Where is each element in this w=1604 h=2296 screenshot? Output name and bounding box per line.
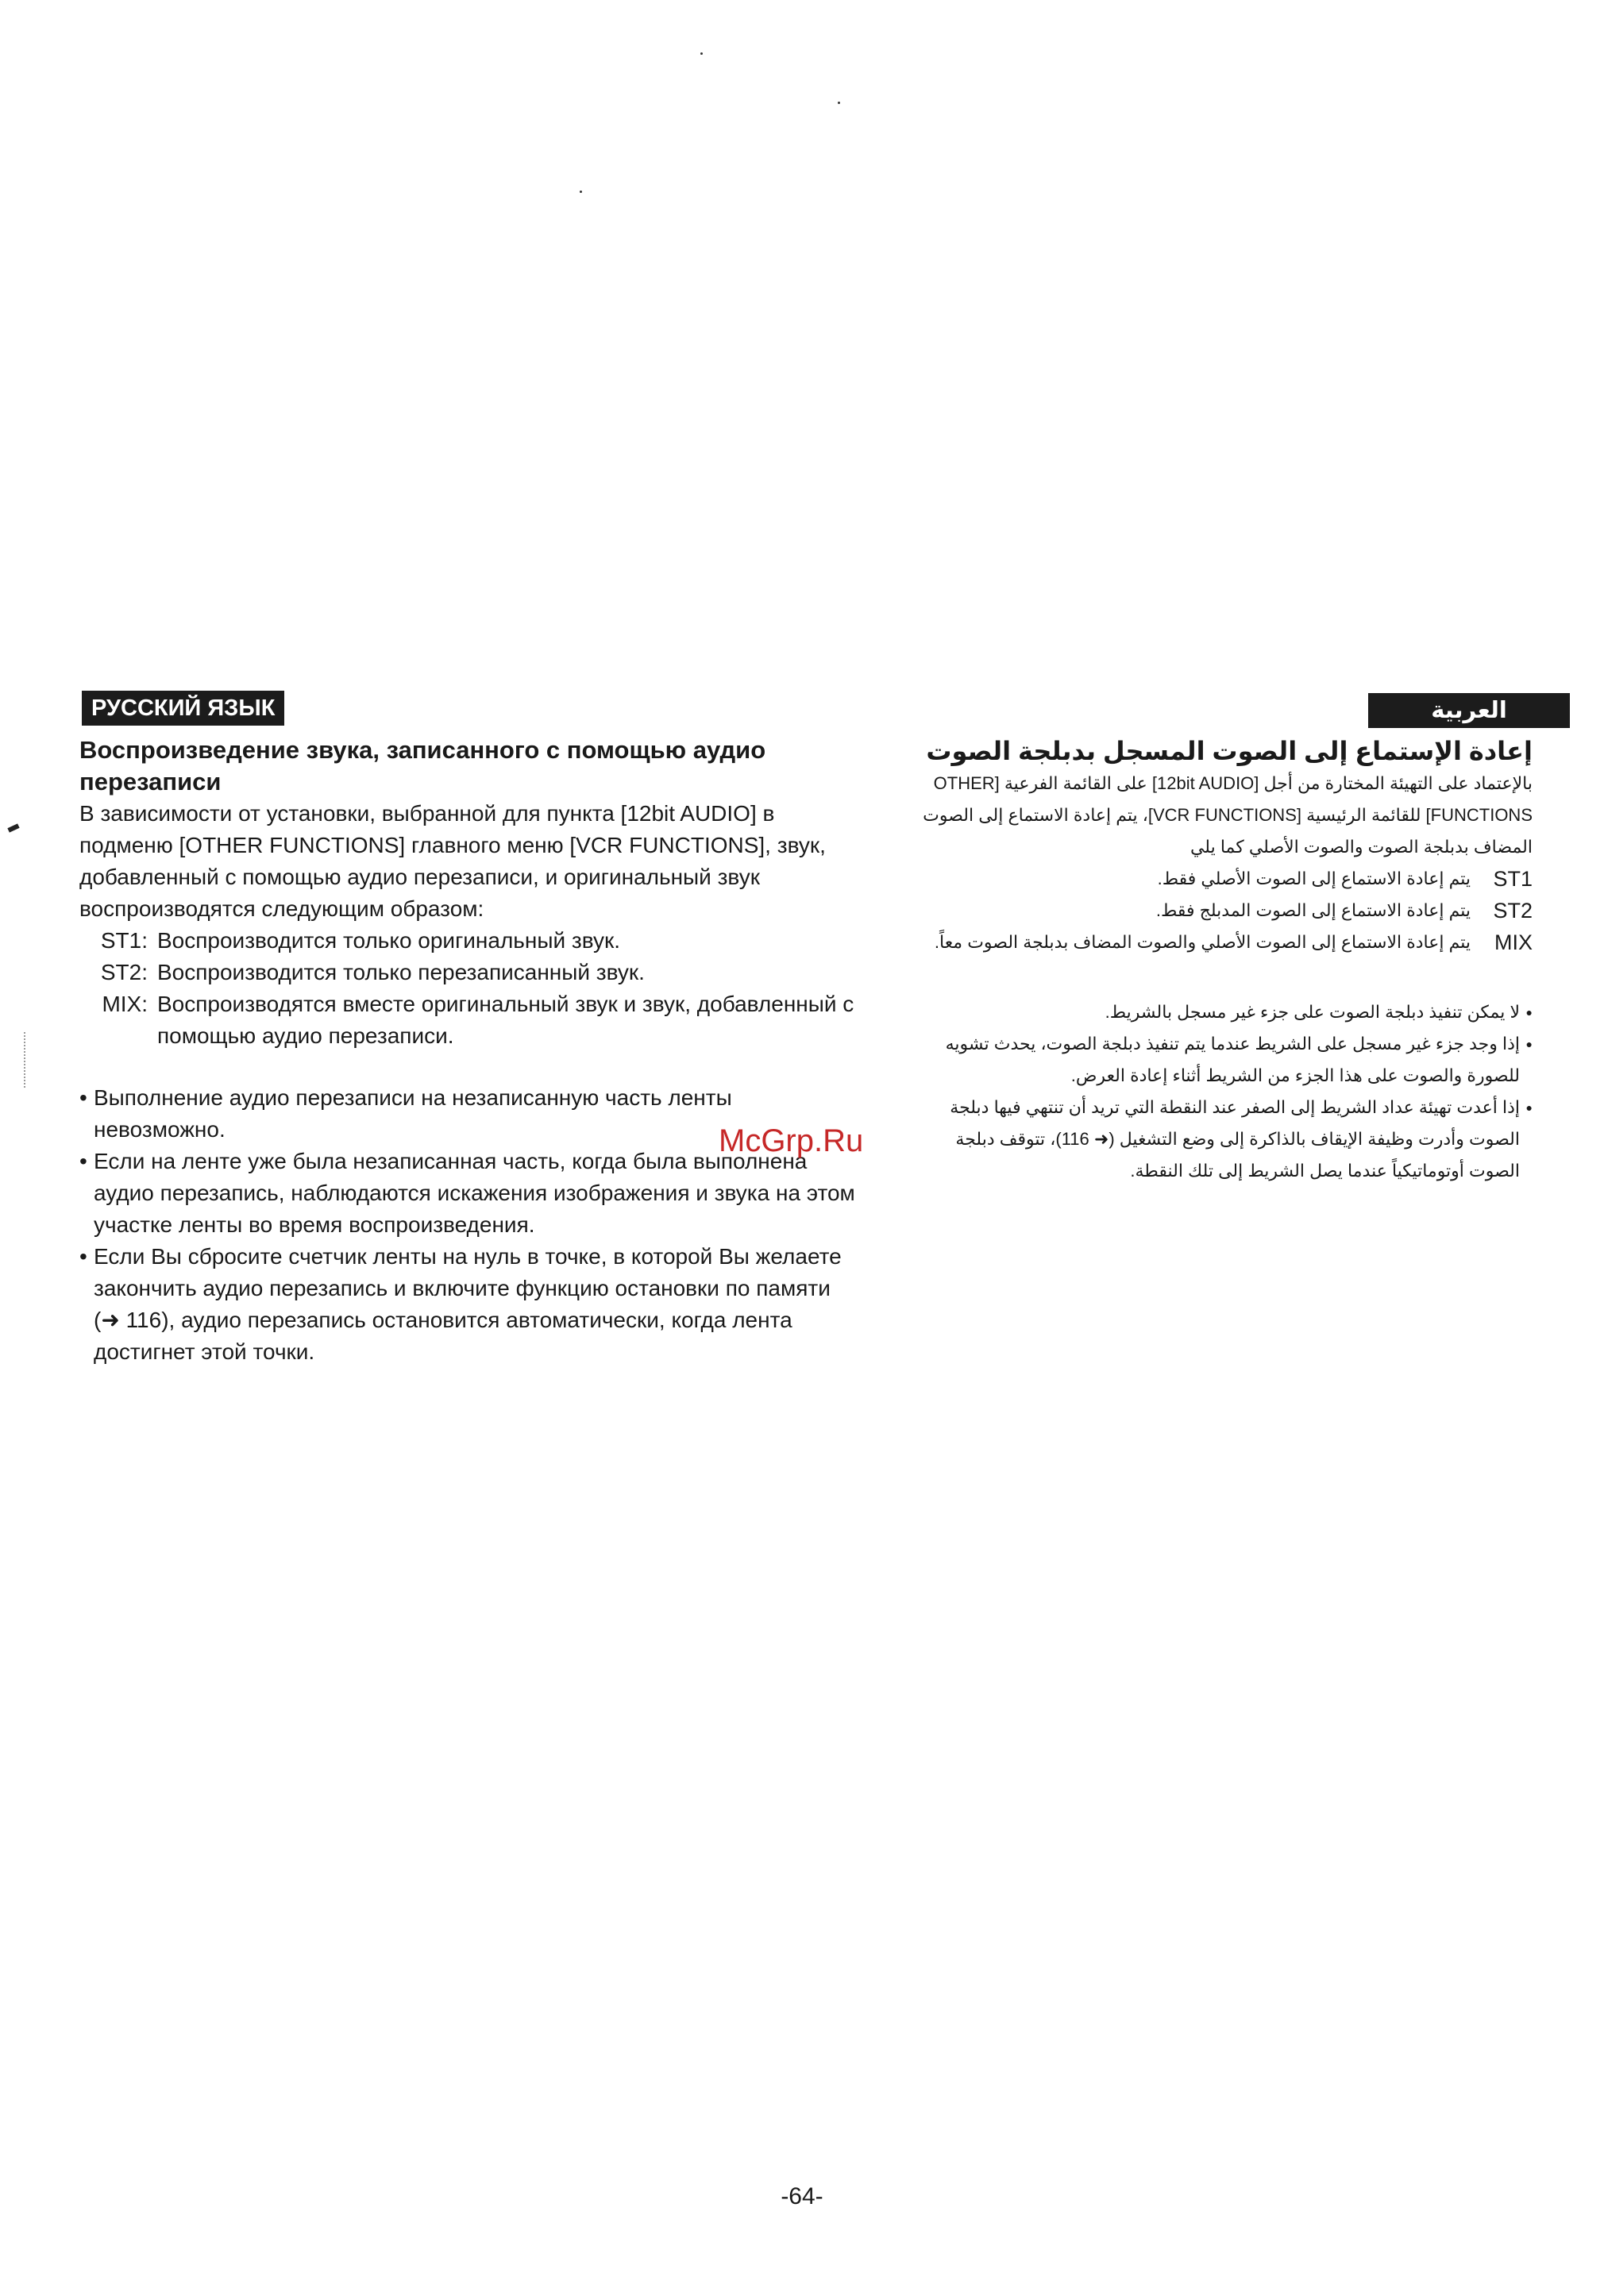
scan-speck (838, 102, 840, 104)
list-item (79, 925, 858, 957)
arabic-notes-list (909, 996, 1533, 1187)
option-key: MIX (1494, 930, 1533, 954)
list-item: • Если Вы сбросите счетчик ленты на нуль в точке, в которой Вы желаете закончить аудио перезапись и включите функцию остановки по памяти (➜ 116), аудио перезапись остановится автоматически, когда лента достигнет этой точки. (79, 1241, 858, 1368)
option-text: Воспроизводятся вместе оригинальный звук и звук, добавленный с помощью аудио перезаписи. (157, 992, 854, 1048)
list-item: ● إذا أعدت تهيئة عداد الشريط إلى الصفر عند النقطة التي تريد أن تنتهي فيها دبلجة الصوت وأدرت وظيفة الإيقاف بالذاكرة إلى وضع التشغيل (➜ 116)، تتوقف دبلجة الصوت أوتوماتيكياً عندما يصل الشريط إلى تلك النقطة. (909, 1092, 1533, 1187)
arabic-options-list (909, 863, 1533, 958)
list-item (909, 863, 1533, 895)
list-item (909, 926, 1533, 958)
arabic-language-badge: العربية (1368, 693, 1570, 728)
option-text: Воспроизводится только перезаписанный звук. (157, 960, 645, 984)
option-key: ST1: (100, 928, 148, 953)
list-item: ● إذا وجد جزء غير مسجل على الشريط عندما يتم تنفيذ دبلجة الصوت، يحدث تشويه للصورة والصوت على هذا الجزء من الشريط أثناء إعادة العرض. (909, 1028, 1533, 1092)
option-key: ST1 (1493, 867, 1533, 891)
list-item: ● لا يمكن تنفيذ دبلجة الصوت على جزء غير مسجل بالشريط. (909, 996, 1533, 1028)
option-key: MIX: (102, 992, 148, 1016)
russian-language-badge: РУССКИЙ ЯЗЫК (82, 691, 284, 726)
russian-section-title: Воспроизведение звука, записанного с помощью аудио перезаписи (79, 736, 766, 796)
option-key: ST2: (100, 960, 148, 984)
scan-speck (580, 191, 582, 193)
margin-mark (7, 823, 19, 832)
arabic-section-title: إعادة الإستماع إلى الصوت المسجل بدبلجة الصوت (926, 737, 1533, 765)
scan-speck (700, 52, 703, 55)
arabic-section (909, 734, 1533, 1187)
option-text: Воспроизводится только оригинальный звук. (157, 928, 621, 953)
option-text: يتم إعادة الاستماع إلى الصوت الأصلي فقط. (1157, 869, 1471, 888)
russian-options-list (79, 925, 858, 1052)
option-text: يتم إعادة الاستماع إلى الصوت المدبلج فقط. (1155, 900, 1471, 920)
option-text: يتم إعادة الاستماع إلى الصوت الأصلي والصوت المضاف بدبلجة الصوت معاً. (934, 932, 1471, 952)
russian-section (79, 734, 858, 1368)
russian-intro: В зависимости от установки, выбранной для пункта [12bit AUDIO] в подменю [OTHER FUNCTIONS] главного меню [VCR FUNCTIONS], звук, добавленный с помощью аудио перезаписи, и оригинальный звук воспроизводятся следующим образом: (79, 801, 826, 921)
option-key: ST2 (1493, 899, 1533, 923)
site-watermark: McGrp.Ru (719, 1123, 864, 1158)
list-item: • Если на ленте уже была незаписанная часть, когда была выполнена аудио перезапись, наблюдаются искажения изображения и звука на этом участке ленты во время воспроизведения. (79, 1146, 858, 1241)
margin-dashes (24, 1032, 27, 1088)
arabic-intro: بالإعتماد على التهيئة المختارة من أجل [12bit AUDIO] على القائمة الفرعية [OTHER FUNCTIONS] للقائمة الرئيسية [VCR FUNCTIONS]، يتم إعادة الاستماع إلى الصوت المضاف بدبلجة الصوت والصوت الأصلي كما يلي (923, 773, 1533, 857)
list-item (79, 988, 858, 1052)
list-item (79, 957, 858, 988)
page-number: -64- (781, 2183, 823, 2209)
list-item (909, 895, 1533, 926)
list-item: • Выполнение аудио перезаписи на незаписанную часть ленты невозможно. (79, 1082, 858, 1146)
